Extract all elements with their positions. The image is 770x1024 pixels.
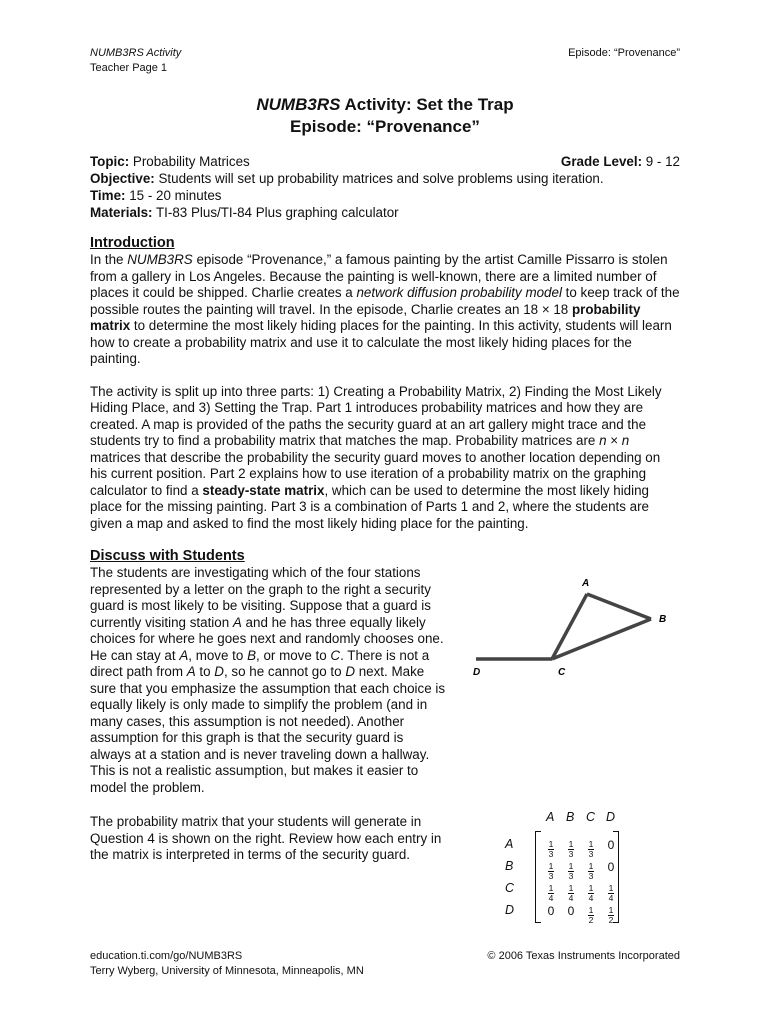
objective-value: Students will set up probability matrices and solve problems using iteration.: [154, 171, 604, 186]
matrix-col-label: B: [566, 810, 575, 824]
topic-label: Topic:: [90, 154, 130, 169]
fraction-numerator: 1: [568, 883, 574, 893]
fraction-denominator: 4: [568, 893, 574, 903]
matrix-col-label: A: [546, 810, 555, 824]
title-numb3rs: NUMB3RS: [256, 95, 341, 114]
fraction-denominator: 3: [588, 871, 594, 881]
matrix-cell: [563, 858, 579, 881]
matrix-row-label: B: [505, 859, 514, 873]
matrix-fraction: [568, 840, 575, 859]
fraction-denominator: 2: [588, 915, 594, 925]
matrix-cell: [603, 880, 619, 903]
page-footer-right: [487, 949, 680, 964]
matrix-fraction: [548, 840, 555, 859]
fraction-numerator: 1: [588, 883, 594, 893]
matrix-col-label: D: [606, 810, 616, 824]
footer-copyright: © 2006 Texas Instruments Incorporated: [487, 950, 680, 962]
time-value: 15 - 20 minutes: [125, 188, 222, 203]
matrix-row-label: A: [505, 837, 514, 851]
grade-value: 9 - 12: [642, 154, 680, 169]
matrix-cell: 0: [607, 860, 615, 874]
matrix-cell: 0: [607, 838, 615, 852]
fraction-denominator: 4: [548, 893, 554, 903]
fraction-numerator: 1: [568, 839, 574, 849]
header-activity: NUMB3RS Activity: [90, 47, 182, 59]
topic-value: Probability Matrices: [129, 154, 250, 169]
grade-label: Grade Level:: [560, 154, 643, 169]
matrix-fraction: [608, 906, 615, 925]
title-episode: Episode: “Provenance”: [290, 117, 480, 136]
fraction-numerator: 1: [588, 861, 594, 871]
matrix-cell: 0: [567, 904, 575, 918]
station-label-c: C: [558, 667, 566, 678]
fraction-numerator: 1: [568, 861, 574, 871]
document-title: [0, 94, 770, 138]
fraction-denominator: 3: [568, 871, 574, 881]
discuss-heading: Discuss with Students: [90, 548, 245, 564]
discuss-section: [90, 548, 446, 864]
matrix-cell: [583, 858, 599, 881]
matrix-row-label: C: [505, 881, 515, 895]
matrix-row-label: D: [505, 903, 515, 917]
matrix-cell: [583, 902, 599, 925]
page-footer-left: [90, 949, 364, 979]
matrix-fraction: [588, 840, 595, 859]
header-teacher-page: Teacher Page 1: [90, 62, 168, 74]
matrix-cell: [543, 836, 559, 859]
fraction-denominator: 4: [588, 893, 594, 903]
introduction-paragraph-1: In the NUMB3RS episode “Provenance,” a famous painting by the artist Camille Pissarro is stolen from a gallery in Los Angeles. Because the painting is well-known, there are a limited number of places it could be shipped. Charlie creates a network diffusion probability model to keep track of the possible routes the painting will travel. In the episode, Charlie creates an 18 × 18 probability matrix to determine the most likely hiding places for the painting. In this activity, students will learn how to create a probability matrix and use it to calculate the most likely hiding places for the painting.: [90, 252, 680, 366]
matrix-fraction: [548, 862, 555, 881]
footer-author: Terry Wyberg, University of Minnesota, Minneapolis, MN: [90, 965, 364, 977]
objective-label: Objective:: [90, 171, 155, 186]
matrix-fraction: [608, 884, 615, 903]
station-label-b: B: [659, 614, 667, 625]
matrix-fraction: [588, 906, 595, 925]
edge-b-c: [552, 619, 651, 659]
station-graph: [460, 572, 675, 682]
footer-url: education.ti.com/go/NUMB3RS: [90, 950, 243, 962]
fraction-numerator: 1: [588, 839, 594, 849]
fraction-numerator: 1: [548, 883, 554, 893]
matrix-fraction: [548, 884, 555, 903]
introduction-heading: Introduction: [90, 235, 175, 251]
fraction-denominator: 3: [588, 849, 594, 859]
introduction-paragraph-2: The activity is split up into three parts: 1) Creating a Probability Matrix, 2) Finding the Most Likely Hiding Place, and 3) Setting the Trap. Part 1 introduces probability matrices and how they are created. A map is provided of the paths the security guard at an art gallery might trace and the students try to find a probability matrix that matches the map. Probability matrices are n × n matrices that describe the probability the security guard moves to another location depending on his current position. Part 2 explains how to use iteration of a probability matrix on the graphing calculator to find a steady-state matrix, which can be used to determine the most likely hiding place for the missing painting. Part 3 is a combination of Parts 1 and 2, where the students are given a map and asked to find the most likely hiding place for the painting.: [90, 383, 662, 531]
matrix-fraction: [568, 884, 575, 903]
matrix-cell: [543, 880, 559, 903]
edge-c-a: [552, 594, 587, 659]
fraction-denominator: 3: [548, 871, 554, 881]
fraction-numerator: 1: [548, 839, 554, 849]
matrix-cell: [583, 836, 599, 859]
matrix-fraction: [588, 884, 595, 903]
materials-label: Materials:: [90, 205, 153, 220]
fraction-denominator: 3: [568, 849, 574, 859]
matrix-col-label: C: [586, 810, 596, 824]
matrix-cell: [543, 858, 559, 881]
station-label-a: A: [582, 578, 590, 589]
station-label-d: D: [473, 667, 481, 678]
discuss-paragraph-2: The probability matrix that your students will generate in Question 4 is shown on the right. Review how each entry in the matrix is interpreted in terms of the security guard.: [90, 814, 442, 862]
fraction-numerator: 1: [588, 905, 594, 915]
activity-meta: [90, 153, 680, 221]
page-header-left: [90, 46, 181, 76]
fraction-numerator: 1: [608, 883, 614, 893]
fraction-denominator: 2: [608, 915, 614, 925]
discuss-paragraph-1: The students are investigating which of the four stations represented by a letter on the graph to the right a security guard is most likely to be visiting. Suppose that a guard is currently visiting station A and he has three equally likely choices for where he goes next and randomly chooses one. He can stay at A, move to B, or move to C. There is not a direct path from A to D, so he cannot go to D next. Make sure that you emphasize the assumption that each choice is equally likely is only made to simplify the problem (and in many cases, this assumption is not needed). Another assumption for this graph is that the security guard is always at a station and is never traveling down a hallway. This is not a realistic assumption, but makes it easier to model the problem.: [90, 565, 446, 795]
matrix-cell: [583, 880, 599, 903]
page-header-right: [568, 46, 680, 61]
introduction-section: [90, 235, 680, 532]
matrix-cell: [603, 902, 619, 925]
materials-value: TI-83 Plus/TI-84 Plus graphing calculator: [152, 205, 399, 220]
fraction-numerator: 1: [608, 905, 614, 915]
matrix-fraction: [568, 862, 575, 881]
matrix-cell: 0: [547, 904, 555, 918]
matrix-cell: [563, 880, 579, 903]
matrix-bracket-left: [535, 831, 541, 923]
fraction-denominator: 4: [608, 893, 614, 903]
header-episode: Episode: “Provenance”: [568, 47, 680, 59]
matrix-cell: [563, 836, 579, 859]
fraction-numerator: 1: [548, 861, 554, 871]
edge-a-b: [587, 594, 651, 619]
fraction-denominator: 3: [548, 849, 554, 859]
title-activity: Activity: Set the Trap: [340, 95, 514, 114]
time-label: Time:: [90, 188, 126, 203]
matrix-fraction: [588, 862, 595, 881]
